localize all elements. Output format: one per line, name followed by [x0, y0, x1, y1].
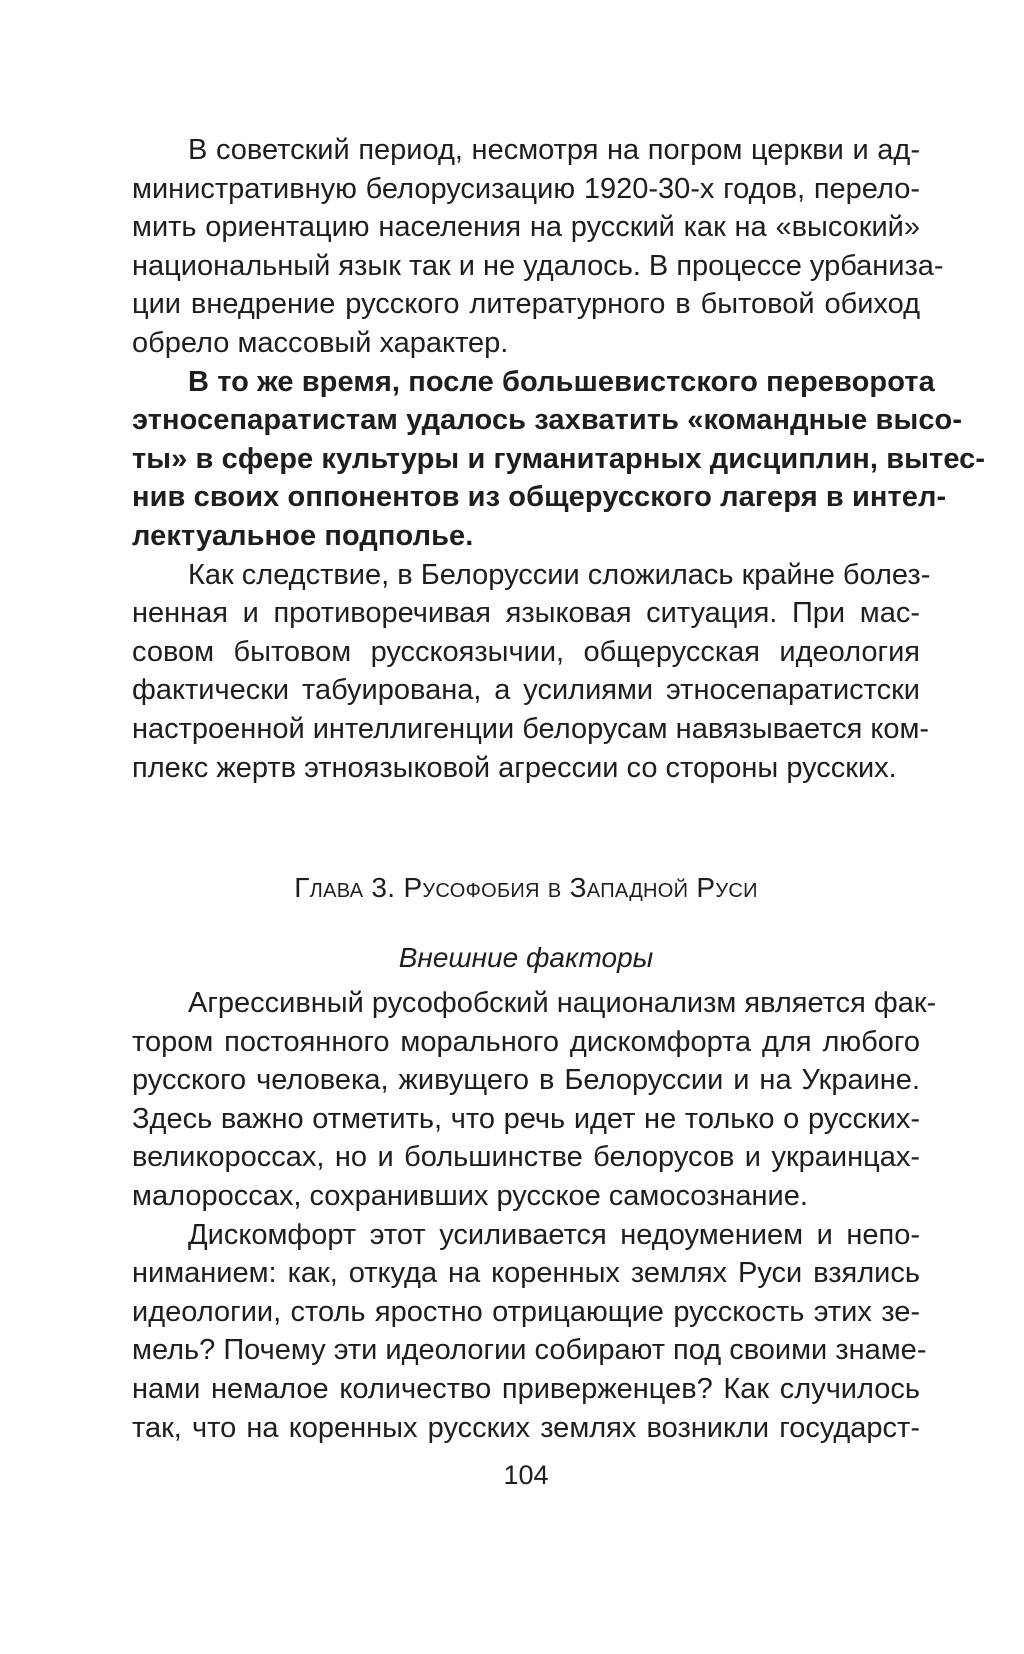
text-line: Как следствие, в Белоруссии сложилась крайне болез-: [188, 558, 931, 591]
text-line: ненная и противоречивая языковая ситуация. При мас-: [132, 597, 920, 630]
text-line: тором постоянного морального дискомфорта для любого: [132, 1025, 920, 1058]
text-line: плекс жертв этноязыковой агрессии со стороны русских.: [132, 751, 897, 784]
section-subheading: Внешние факторы: [398, 942, 654, 973]
text-line: мель? Почему эти идеологии собирают под своими знаме-: [132, 1334, 927, 1367]
paragraph-bold-emphasis: [132, 363, 986, 556]
page-number: 104: [503, 1460, 549, 1490]
text-line: идеологии, столь яростно отрицающие русскость этих зе-: [132, 1295, 920, 1328]
text-line: ниманием: как, откуда на коренных землях Руси взялись: [132, 1257, 920, 1290]
paragraph-aggressive-nationalism: [132, 984, 937, 1216]
chapter-title: Глава 3. Русофобия в Западной Руси: [294, 872, 758, 903]
text-line: ции внедрение русского литературного в бытовой обиход: [132, 288, 920, 321]
text-line: этносепаратистам удалось захватить «командные высо-: [132, 404, 963, 437]
text-line: Здесь важно отметить, что речь идет не только о русских-: [132, 1102, 920, 1135]
text-line: нами немалое количество приверженцев? Как случилось: [132, 1372, 920, 1405]
text-line: настроенной интеллигенции белорусам навязывается ком-: [132, 712, 930, 745]
text-line: лектуальное подполье.: [132, 519, 474, 552]
text-line: русского человека, живущего в Белоруссии и на Украине.: [132, 1064, 920, 1097]
paragraph-discomfort: [132, 1216, 927, 1448]
text-line: нив своих оппонентов из общерусского лагеря в интел-: [132, 481, 947, 514]
text-line: национальный язык так и не удалось. В процессе урбаниза-: [132, 249, 944, 282]
paragraph-consequence: [132, 556, 931, 788]
paragraph-soviet-period: [132, 131, 944, 363]
text-line: мить ориентацию населения на русский как на «высокий»: [132, 211, 920, 244]
text-line: В советский период, несмотря на погром церкви и ад-: [188, 134, 920, 166]
text-line: обрело массовый характер.: [132, 326, 509, 359]
text-line: В то же время, после большевистского переворота: [188, 365, 935, 398]
bottom-text-column: [132, 984, 937, 1447]
text-line: совом бытовом русскоязычии, общерусская идеология: [132, 635, 920, 668]
text-line: малороссах, сохранивших русское самосознание.: [132, 1179, 808, 1212]
text-line: Дискомфорт этот усиливается недоумением и непо-: [188, 1218, 920, 1251]
text-line: так, что на коренных русских землях возникли государст-: [132, 1411, 920, 1444]
text-line: фактически табуирована, а усилиями этносепаратистски: [132, 674, 920, 707]
text-line: ты» в сфере культуры и гуманитарных дисциплин, вытес-: [132, 442, 986, 475]
text-line: великороссах, но и большинстве белорусов и украинцах-: [132, 1141, 920, 1174]
top-text-column: [132, 131, 986, 787]
text-line: министративную белорусизацию 1920-30-х годов, перело-: [132, 172, 920, 205]
text-line: Агрессивный русофобский национализм является фак-: [188, 987, 937, 1019]
